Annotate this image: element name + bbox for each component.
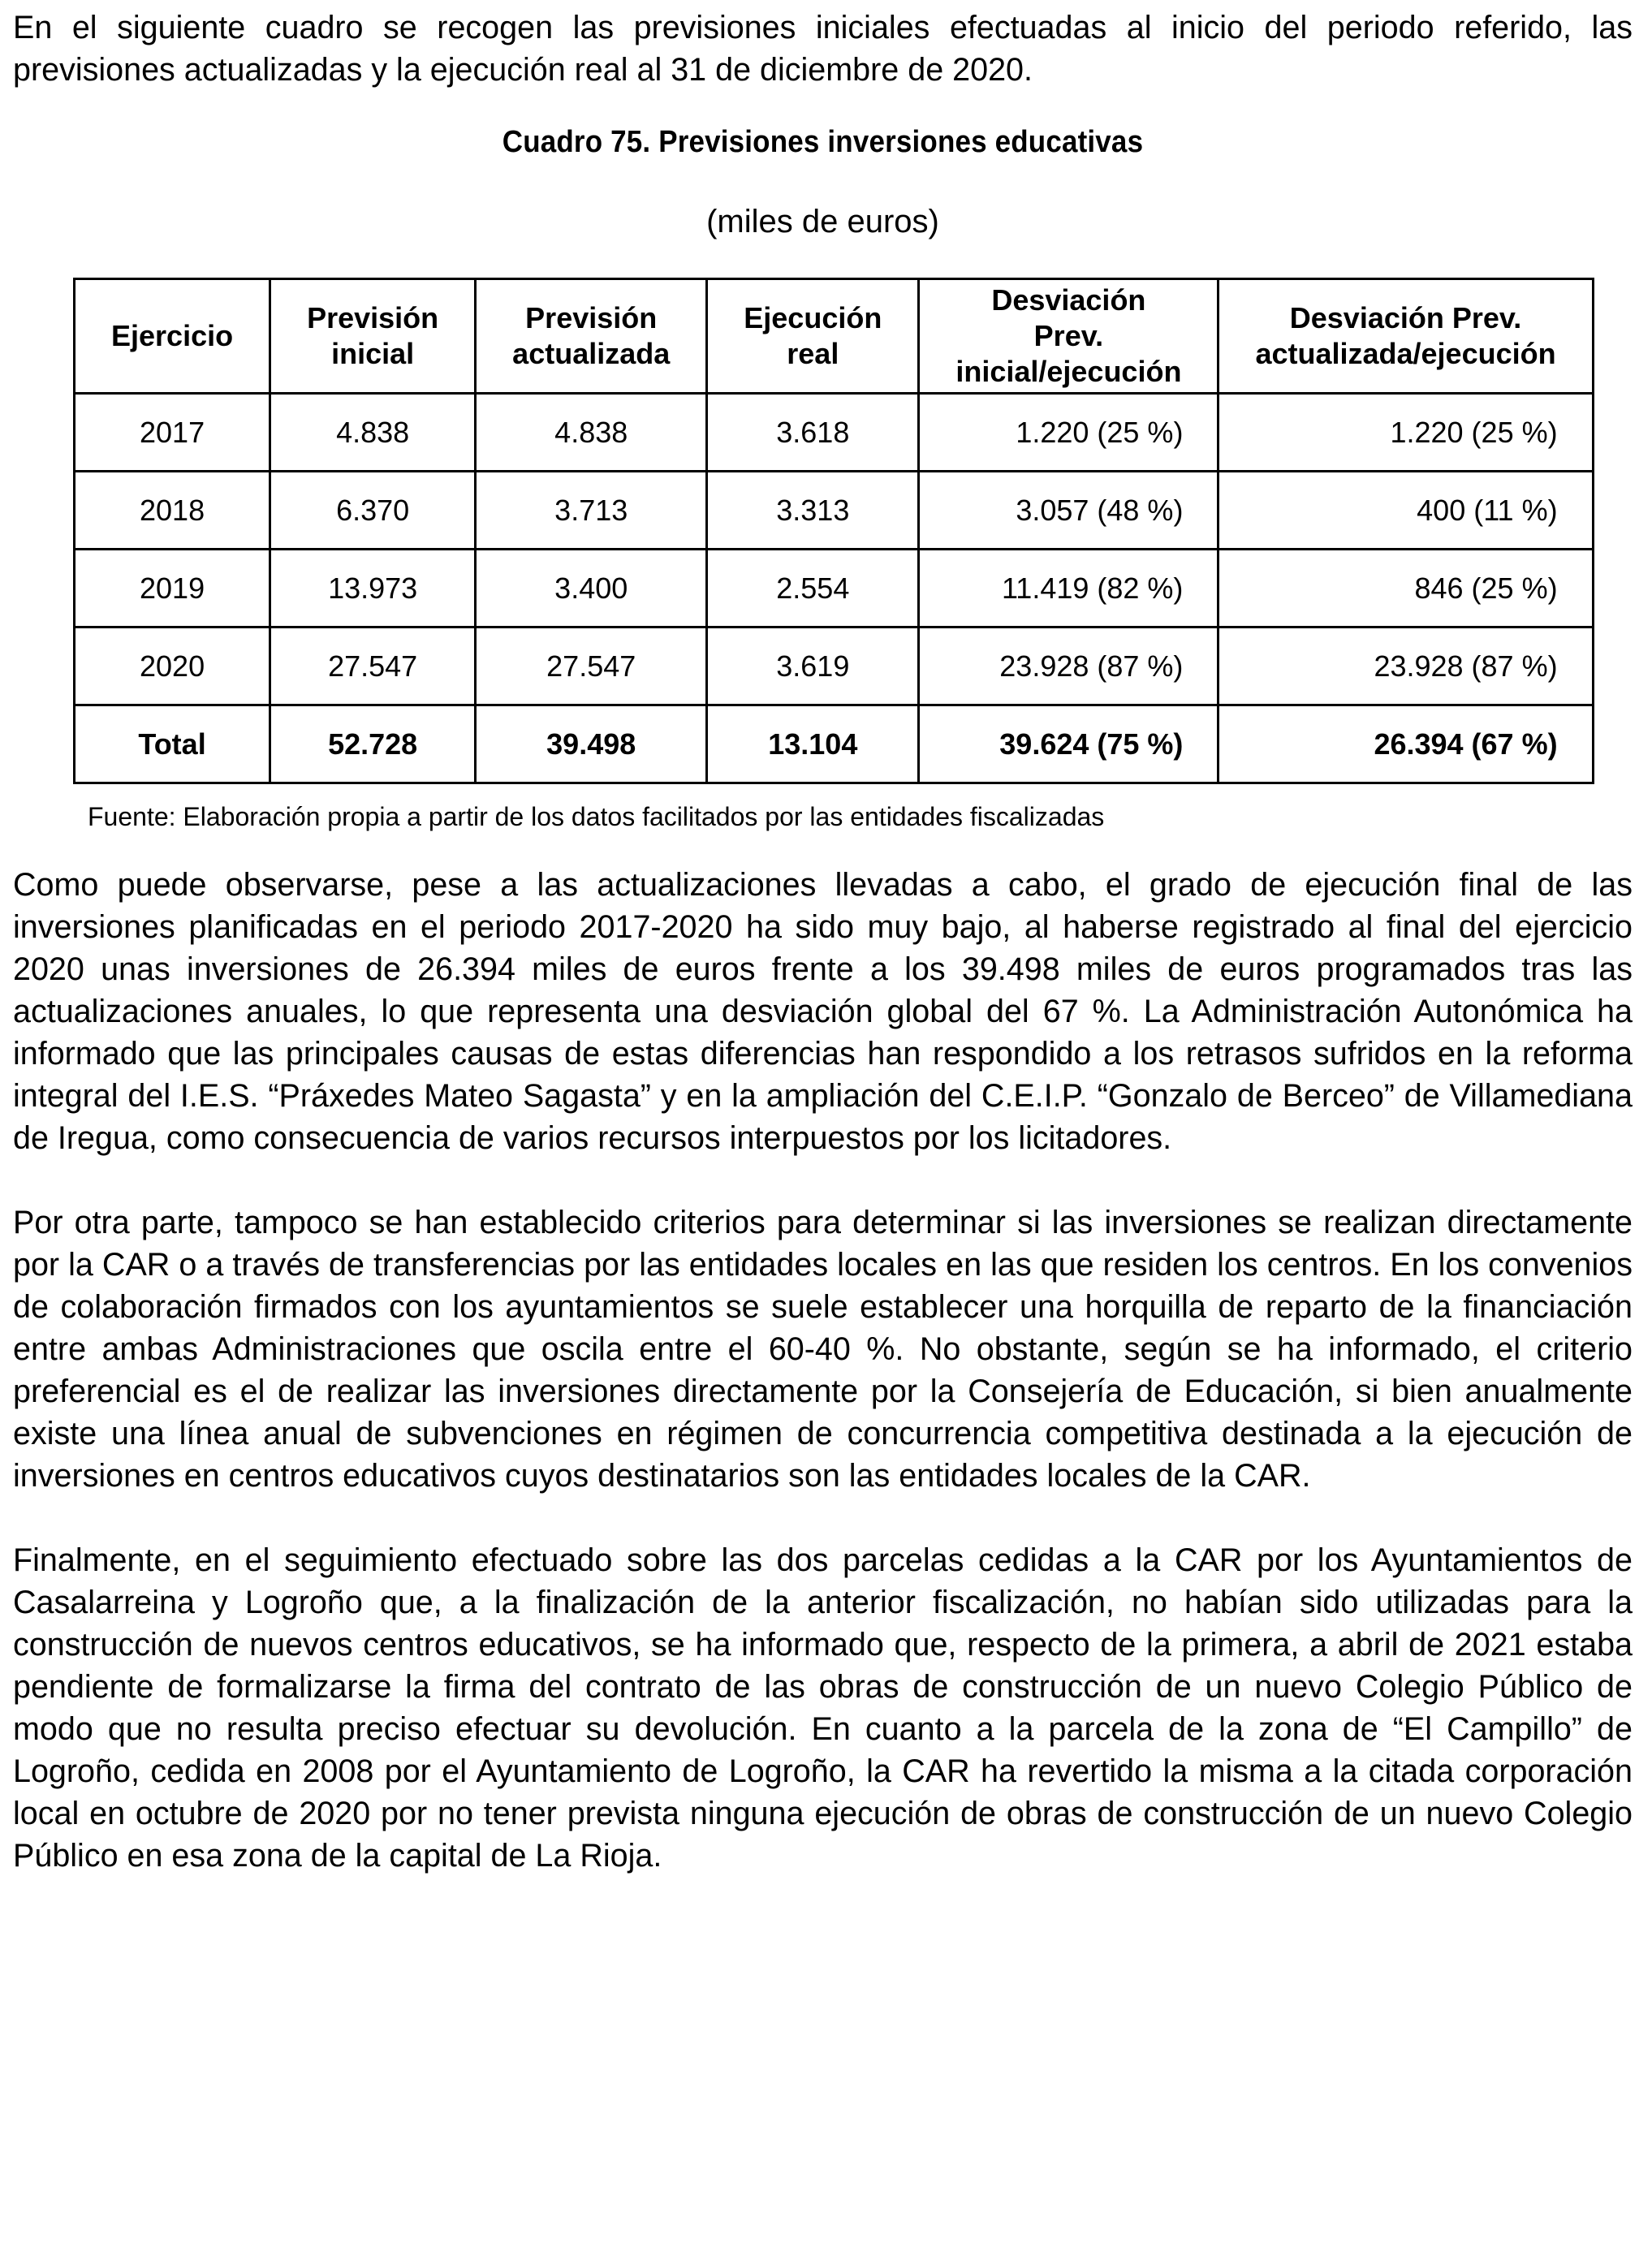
cell-desviacion-inicial: 3.057 (48 %) [919,472,1219,550]
header-line: Desviación Prev. [991,283,1146,352]
investments-table [73,278,1594,784]
header-line: inicial/ejecución [955,355,1182,388]
paragraph-spacer [13,1159,1633,1201]
cell-desviacion-actualizada: 23.928 (87 %) [1219,628,1593,705]
header-desviacion-actualizada [1219,279,1593,394]
header-line: inicial [331,337,415,370]
cell-prevision-actualizada: 3.400 [476,550,707,628]
header-line: real [787,337,839,370]
header-prevision-inicial [270,279,476,394]
header-desviacion-inicial [919,279,1219,394]
header-prevision-actualizada [476,279,707,394]
document-page [13,6,1633,1877]
cell-desviacion-actualizada: 400 (11 %) [1219,472,1593,550]
cell-ejercicio: 2018 [75,472,270,550]
cell-desviacion-inicial: 23.928 (87 %) [919,628,1219,705]
cell-desviacion-inicial: 11.419 (82 %) [919,550,1219,628]
table-source-note: Fuente: Elaboración propia a partir de los datos facilitados por las entidades fiscalizadas [88,802,1105,831]
cell-ejercicio: 2020 [75,628,270,705]
cell-total-prevision-inicial: 52.728 [270,705,476,783]
cell-ejercicio: 2017 [75,394,270,472]
cell-prevision-inicial: 13.973 [270,550,476,628]
header-line: Previsión [525,301,658,334]
table-row [75,550,1594,628]
header-ejercicio: Ejercicio [75,279,270,394]
cell-ejecucion-real: 3.618 [707,394,919,472]
table-title: Cuadro 75. Previsiones inversiones educativas [502,125,1144,159]
cell-prevision-actualizada: 27.547 [476,628,707,705]
table-header-row [75,279,1594,394]
cell-desviacion-actualizada: 846 (25 %) [1219,550,1593,628]
cell-desviacion-actualizada: 1.220 (25 %) [1219,394,1593,472]
table-units: (miles de euros) [706,204,939,239]
cell-prevision-inicial: 27.547 [270,628,476,705]
body-paragraph: Por otra parte, tampoco se han establecido criterios para determinar si las inversiones se realizan directamente por la CAR o a través de transferencias por las entidades locales en las que residen los centros. En los convenios de colaboración firmados con los ayuntamientos se suele establecer una horquilla de reparto de la financiación entre ambas Administraciones que oscila entre el 60-40 %. No obstante, según se ha informado, el criterio preferencial es el de realizar las inversiones directamente por la Consejería de Educación, si bien anualmente existe una línea anual de subvenciones en régimen de concurrencia competitiva destinada a la ejecución de inversiones en centros educativos cuyos destinatarios son las entidades locales de la CAR. [13,1205,1633,1494]
cell-prevision-actualizada: 4.838 [476,394,707,472]
cell-total-prevision-actualizada: 39.498 [476,705,707,783]
body-paragraph: Como puede observarse, pese a las actualizaciones llevadas a cabo, el grado de ejecución final de las inversiones planificadas en el periodo 2017-2020 ha sido muy bajo, al haberse registrado al final del ejercicio 2020 unas inversiones de 26.394 miles de euros frente a los 39.498 miles de euros programados tras las actualizaciones anuales, lo que representa una desviación global del 67 %. La Administración Autonómica ha informado que las principales causas de estas diferencias han respondido a los retrasos sufridos en la reforma integral del I.E.S. “Práxedes Mateo Sagasta” y en la ampliación del C.E.I.P. “Gonzalo de Berceo” de Villamediana de Iregua, como consecuencia de varios recursos interpuestos por los licitadores. [13,867,1633,1156]
cell-total-label: Total [75,705,270,783]
paragraph-spacer [13,1497,1633,1539]
table-row [75,472,1594,550]
cell-ejecucion-real: 3.313 [707,472,919,550]
header-ejecucion-real [707,279,919,394]
cell-desviacion-inicial: 1.220 (25 %) [919,394,1219,472]
cell-ejecucion-real: 2.554 [707,550,919,628]
body-paragraph: Finalmente, en el seguimiento efectuado sobre las dos parcelas cedidas a la CAR por los Ayuntamientos de Casalarreina y Logroño que, a la finalización de la anterior fiscalización, no habían sido utilizadas para la construcción de nuevos centros educativos, se ha informado que, respecto de la primera, a abril de 2021 estaba pendiente de formalizarse la firma del contrato de las obras de construcción de un nuevo Colegio Público de modo que no resulta preciso efectuar su devolución. En cuanto a la parcela de la zona de “El Campillo” de Logroño, cedida en 2008 por el Ayuntamiento de Logroño, la CAR ha revertido la misma a la citada corporación local en octubre de 2020 por no tener prevista ninguna ejecución de obras de construcción de un nuevo Colegio Público en esa zona de la capital de La Rioja. [13,1542,1633,1874]
table-total-row [75,705,1594,783]
header-line: Previsión [307,301,439,334]
cell-prevision-inicial: 6.370 [270,472,476,550]
table-row [75,628,1594,705]
header-line: actualizada [512,337,671,370]
intro-paragraph: En el siguiente cuadro se recogen las previsiones iniciales efectuadas al inicio del periodo referido, las previsiones actualizadas y la ejecución real al 31 de diciembre de 2020. [13,10,1633,88]
header-line: Desviación Prev. [1289,301,1522,334]
cell-total-ejecucion-real: 13.104 [707,705,919,783]
header-line: Ejecución [744,301,882,334]
cell-prevision-actualizada: 3.713 [476,472,707,550]
header-line: actualizada/ejecución [1255,337,1556,370]
cell-prevision-inicial: 4.838 [270,394,476,472]
cell-total-desviacion-inicial: 39.624 (75 %) [919,705,1219,783]
cell-total-desviacion-actualizada: 26.394 (67 %) [1219,705,1593,783]
cell-ejecucion-real: 3.619 [707,628,919,705]
table-row [75,394,1594,472]
cell-ejercicio: 2019 [75,550,270,628]
